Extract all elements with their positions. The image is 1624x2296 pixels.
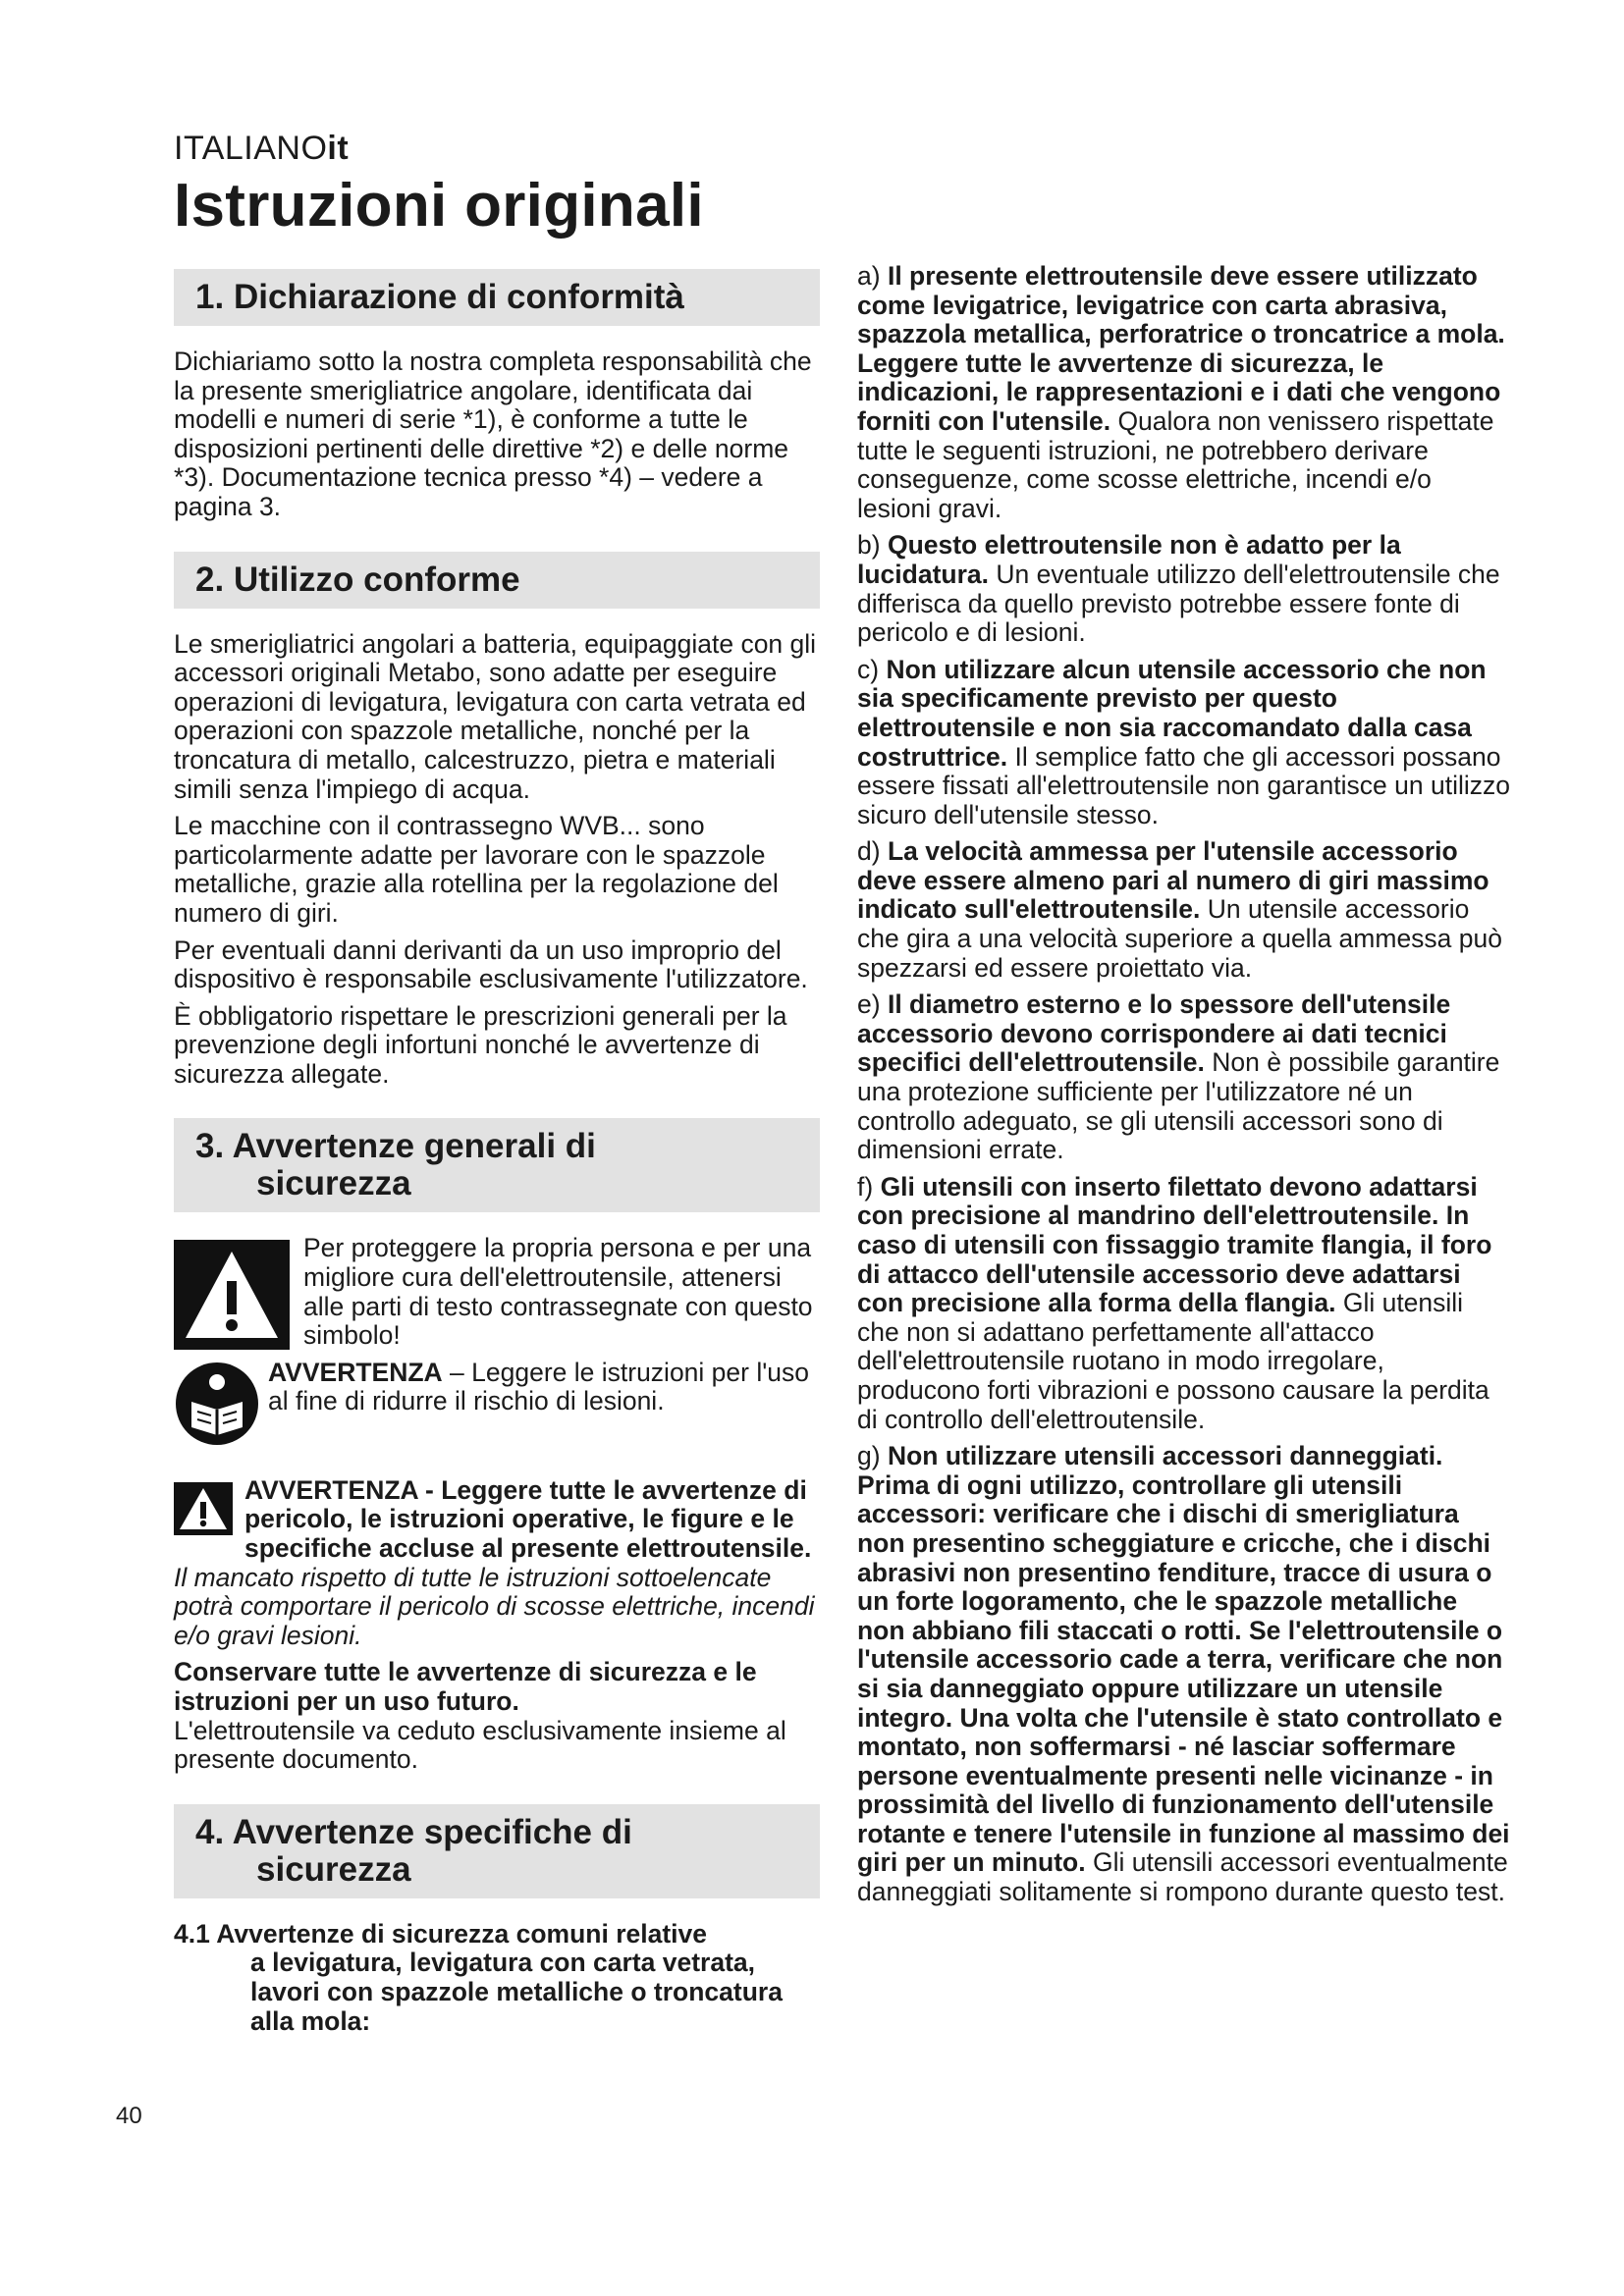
symbol-explanation: Per proteggere la propria persona e per una migliore cura dell'elettroutensile, attenersi alle parti di testo contrassegnate con questo simbolo!	[303, 1233, 813, 1351]
rule-b	[857, 531, 1510, 647]
manual-warning-label: AVVERTENZA	[268, 1357, 443, 1387]
rule-text: Gli utensili che non si adattano perfettamente all'attacco dell'elettroutensile ruotano in modo irregolare, producono forti vibrazioni e possono causare la perdita di controllo dell'elettroutensile.	[857, 1288, 1489, 1434]
general-warning	[174, 1476, 820, 1651]
language-code: it	[327, 130, 350, 167]
rule-letter: g)	[857, 1441, 881, 1471]
rule-text: Gli utensili accessori eventualmente danneggiati solitamente si rompono durante questo test.	[857, 1847, 1508, 1907]
keep-instructions-text: L'elettroutensile va ceduto esclusivamente insieme al presente documento.	[174, 1715, 786, 1775]
section-3-heading	[174, 1118, 820, 1212]
rule-letter: d)	[857, 836, 881, 867]
page-title: Istruzioni originali	[174, 172, 704, 240]
section-title: Avvertenze specifiche di	[232, 1812, 632, 1851]
rule-text: Un utensile accessorio che gira a una velocità superiore a quella ammessa può spezzarsi ed essere proiettato via.	[857, 894, 1503, 983]
rule-bold: Il diametro esterno e lo spessore dell'utensile accessorio devono corrispondere ai dati tecnici specifici dell'elettroutensile.	[857, 989, 1451, 1078]
rule-letter: b)	[857, 530, 881, 561]
rule-text: Un eventuale utilizzo dell'elettroutensile che differisca da quello previsto potrebbe essere fonte di pericolo e di lesioni.	[857, 559, 1500, 648]
keep-instructions-bold: Conservare tutte le avvertenze di sicurezza e le istruzioni per un uso futuro.	[174, 1657, 757, 1716]
rule-bold: Questo elettroutensile non è adatto per la lucidatura.	[857, 530, 1401, 589]
rule-text: Non è possibile garantire una protezione sufficiente per l'utilizzatore né un controllo adeguato, se gli utensili accessori sono di dimensioni errate.	[857, 1047, 1500, 1165]
section-title: Dichiarazione di conformità	[233, 278, 684, 316]
section-1-heading	[174, 269, 820, 326]
section-2-paragraph-3: Per eventuali danni derivanti da un uso improprio del dispositivo è responsabile esclusivamente l'utilizzatore.	[174, 934, 808, 994]
section-title: Avvertenze generali di	[232, 1127, 596, 1166]
section-title-continuation: sicurezza	[256, 1164, 411, 1203]
section-2-paragraph-2: Le macchine con il contrassegno WVB... sono particolarmente adatte per lavorare con le spazzole metalliche, grazie alla rotellina per la regolazione del numero di giri.	[174, 811, 779, 928]
section-number: 2.	[195, 560, 225, 599]
warning-triangle-icon	[174, 1240, 290, 1350]
rule-letter: c)	[857, 654, 880, 684]
rule-bold: Il presente elettroutensile deve essere utilizzato come levigatrice, levigatrice con carta abrasiva, spazzola metallica, perforatrice o troncatrice a mola. Leggere tutte le avvertenze di sicurezza, le indicazioni, le rappresentazioni e i dati che vengono forniti con l'utensile.	[857, 261, 1505, 436]
left-column	[174, 269, 820, 2036]
language-name: ITALIANO	[174, 130, 328, 167]
read-manual-icon	[174, 1361, 260, 1447]
language-label	[174, 130, 349, 168]
warning-triangle-small-icon	[174, 1482, 233, 1535]
section-title: Utilizzo conforme	[233, 560, 520, 599]
warning-symbol-note	[174, 1234, 820, 1350]
rule-d	[857, 837, 1510, 983]
subsection-number: 4.1	[174, 1918, 210, 1949]
subsection-title: Avvertenze di sicurezza comuni relative	[216, 1918, 708, 1949]
manual-warning-text: – Leggere le istruzioni per l'uso al fine di ridurre il rischio di lesioni.	[268, 1357, 810, 1416]
rule-letter: a)	[857, 261, 881, 291]
section-2-paragraph-1: Le smerigliatrici angolari a batteria, equipaggiate con gli accessori originali Metabo, sono adatte per eseguire operazioni di levigatura, levigatura con carta vetrata ed operazioni con spazzole metalliche, nonché per la troncatura di metallo, calcestruzzo, pietra e materiali simili senza l'impiego di acqua.	[174, 628, 817, 804]
rule-c	[857, 656, 1510, 830]
section-number: 3.	[195, 1127, 225, 1166]
page-number: 40	[116, 2103, 142, 2129]
rule-letter: f)	[857, 1171, 874, 1201]
rule-a	[857, 262, 1510, 523]
section-number: 4.	[195, 1812, 225, 1851]
section-4-heading	[174, 1804, 820, 1898]
rule-bold: Non utilizzare alcun utensile accessorio che non sia specificamente previsto per questo elettroutensile e non sia raccomandato dalla casa costruttrice.	[857, 654, 1487, 772]
section-title-continuation: sicurezza	[256, 1849, 411, 1889]
right-column	[857, 262, 1510, 1915]
subsection-title-continuation: a levigatura, levigatura con carta vetrata, lavori con spazzole metalliche o troncatura alla mola:	[250, 1948, 783, 2036]
section-1-paragraph: Dichiariamo sotto la nostra completa responsabilità che la presente smerigliatrice angolare, identificata dai modelli e numeri di serie *1), è conforme a tutte le disposizioni pertinenti delle direttive *2) e delle norme *3). Documentazione tecnica presso *4) – vedere a pagina 3.	[174, 347, 812, 521]
read-manual-note	[174, 1359, 820, 1457]
rule-bold: La velocità ammessa per l'utensile accessorio deve essere almeno pari al numero di giri massimo indicato sull'elettroutensile.	[857, 836, 1489, 925]
rule-text: Il semplice fatto che gli accessori possano essere fissati all'elettroutensile non garantisce un utilizzo sicuro dell'utensile stesso.	[857, 741, 1510, 829]
general-warning-bold: AVVERTENZA - Leggere tutte le avvertenze di pericolo, le istruzioni operative, le figure e le specifiche accluse al presente elettroutensile.	[244, 1474, 812, 1564]
subsection-4-1-heading	[174, 1920, 820, 2036]
rule-e	[857, 990, 1510, 1165]
section-2-heading	[174, 552, 820, 609]
general-warning-italic: Il mancato rispetto di tutte le istruzioni sottoelencate potrà comportare il pericolo di scosse elettriche, incendi e/o gravi lesioni.	[174, 1562, 815, 1650]
rule-bold: Gli utensili con inserto filettato devono adattarsi con precisione al mandrino dell'elettroutensile. In caso di utensili con fissaggio tramite flangia, il foro di attacco dell'utensile accessorio deve adattarsi con precisione alla forma della flangia.	[857, 1171, 1492, 1318]
rule-letter: e)	[857, 989, 881, 1020]
rule-text: Qualora non venissero rispettate tutte le seguenti istruzioni, ne potrebbero derivare conseguenze, come scosse elettriche, incendi e/o lesioni gravi.	[857, 405, 1494, 523]
section-number: 1.	[195, 278, 225, 316]
rule-g	[857, 1442, 1510, 1907]
rule-f	[857, 1173, 1510, 1434]
section-2-paragraph-4: È obbligatorio rispettare le prescrizioni generali per la prevenzione degli infortuni nonché le avvertenze di sicurezza allegate.	[174, 1000, 787, 1089]
rule-bold: Non utilizzare utensili accessori danneggiati. Prima di ogni utilizzo, controllare gli utensili accessori: verificare che i dischi di smerigliatura non presentino scheggiature e cricche, che i dischi abrasivi non presentino fenditure, tracce di usura o un forte logoramento, che le spazzole metalliche non abbiano fili staccati o rotti. Se l'elettroutensile o l'utensile accessorio cade a terra, verificare che non si sia danneggiato oppure utilizzare un utensile integro. Una volta che l'utensile è stato controllato e montato, non soffermarsi - né lasciar soffermare persone eventualmente presenti nelle vicinanze - in prossimità del livello di funzionamento dell'utensile rotante e tenere l'utensile in funzione al massimo dei giri per un minuto.	[857, 1441, 1510, 1878]
